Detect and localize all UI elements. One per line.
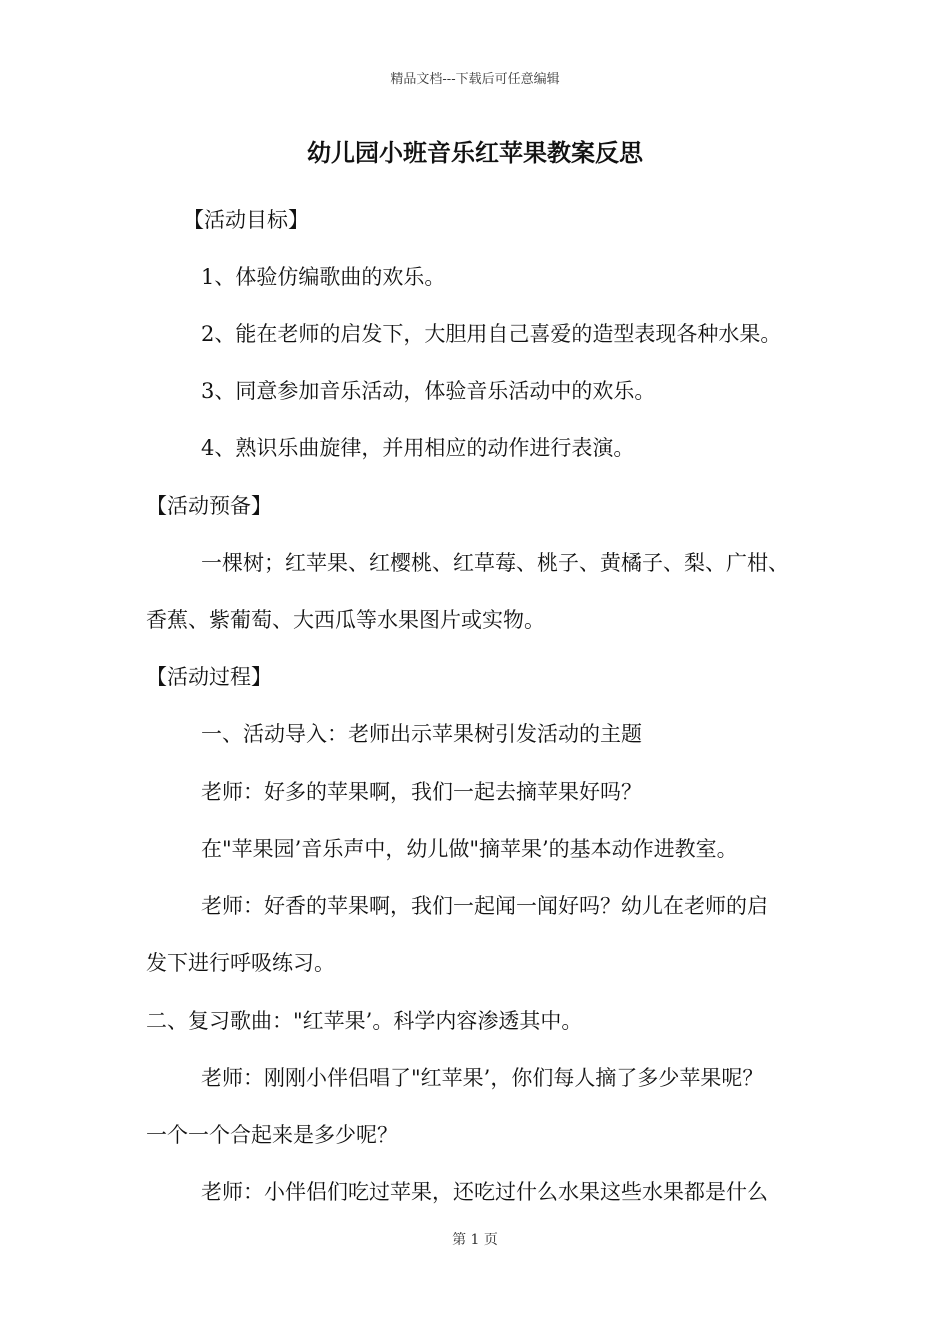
goal-item-4: 4、熟识乐曲旋律，并用相应的动作进行表演。 bbox=[201, 436, 635, 460]
process-paragraph: 老师：好香的苹果啊，我们一起闻一闻好吗？幼儿在老师的启 bbox=[201, 894, 768, 918]
page-number: 第 1 页 bbox=[452, 1232, 498, 1248]
preparation-text-line-2: 香蕉、紫葡萄、大西瓜等水果图片或实物。 bbox=[146, 608, 545, 632]
section-heading-preparation: 【活动预备】 bbox=[146, 494, 272, 518]
process-paragraph: 一、活动导入：老师出示苹果树引发活动的主题 bbox=[201, 722, 642, 746]
process-paragraph: 在"苹果园’音乐声中，幼儿做"摘苹果’的基本动作进教室。 bbox=[201, 837, 738, 861]
process-paragraph: 老师：好多的苹果啊，我们一起去摘苹果好吗？ bbox=[201, 780, 642, 804]
process-paragraph-continuation: 一个一个合起来是多少呢？ bbox=[146, 1123, 398, 1147]
section-heading-goals: 【活动目标】 bbox=[183, 208, 309, 232]
goal-item-2: 2、能在老师的启发下，大胆用自己喜爱的造型表现各种水果。 bbox=[201, 322, 782, 346]
process-paragraph-continuation: 发下进行呼吸练习。 bbox=[146, 951, 335, 975]
process-step-heading: 二、复习歌曲："红苹果’。科学内容渗透其中。 bbox=[146, 1009, 583, 1033]
process-paragraph: 老师：小伴侣们吃过苹果，还吃过什么水果这些水果都是什么 bbox=[201, 1180, 768, 1204]
document-title: 幼儿园小班音乐红苹果教案反思 bbox=[307, 138, 643, 167]
goal-item-3: 3、同意参加音乐活动，体验音乐活动中的欢乐。 bbox=[201, 379, 656, 403]
process-paragraph: 老师：刚刚小伴侣唱了"红苹果’，你们每人摘了多少苹果呢？ bbox=[201, 1066, 764, 1090]
goal-item-1: 1、体验仿编歌曲的欢乐。 bbox=[201, 265, 446, 289]
preparation-text-line-1: 一棵树；红苹果、红樱桃、红草莓、桃子、黄橘子、梨、广柑、 bbox=[201, 551, 789, 575]
section-heading-process: 【活动过程】 bbox=[146, 665, 272, 689]
page-header: 精品文档---下载后可任意编辑 bbox=[390, 72, 560, 87]
